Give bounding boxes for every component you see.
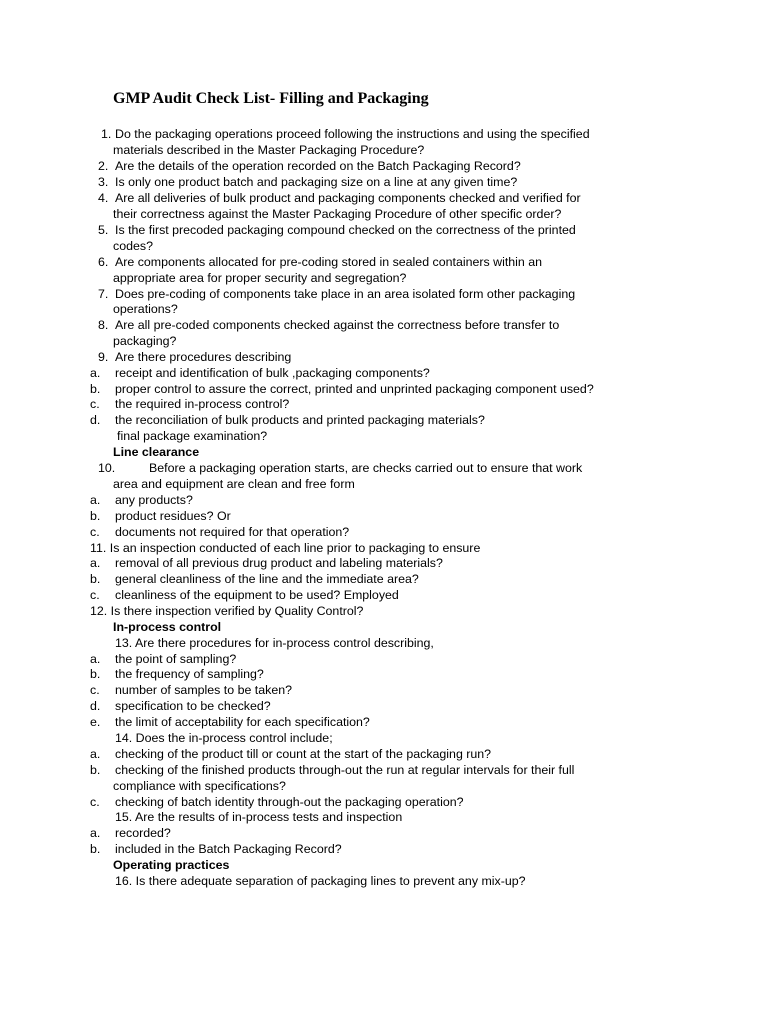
checklist-line: checking of the finished products through-out the run at regular intervals for their full (115, 763, 575, 777)
checklist-line: the required in-process control? (115, 397, 290, 411)
item-marker: 5. (98, 223, 109, 237)
checklist-line: compliance with specifications? (113, 779, 286, 793)
item-marker: 9. (98, 350, 109, 364)
checklist-line: checking of the product till or count at the start of the packaging run? (115, 747, 492, 761)
checklist-line: area and equipment are clean and free form (113, 477, 355, 491)
section-heading: Operating practices (113, 858, 230, 872)
checklist-line: 13. Are there procedures for in-process control describing, (115, 636, 434, 650)
checklist-line: Does pre-coding of components take place in an area isolated form other packaging (115, 287, 576, 301)
checklist-line: number of samples to be taken? (115, 683, 293, 697)
item-marker: c. (90, 525, 100, 539)
item-marker: 7. (98, 287, 109, 301)
checklist-line: Are all deliveries of bulk product and packaging components checked and verified for (115, 191, 581, 205)
item-marker: c. (90, 588, 100, 602)
item-marker: 6. (98, 255, 109, 269)
item-marker: 8. (98, 318, 109, 332)
checklist-line: materials described in the Master Packaging Procedure? (113, 143, 425, 157)
item-marker: b. (90, 763, 101, 777)
section-heading: In-process control (113, 620, 222, 634)
checklist-line: recorded? (115, 826, 171, 840)
item-marker: a. (90, 366, 101, 380)
checklist-line: receipt and identification of bulk ,packaging components? (115, 366, 430, 380)
checklist-line: Is only one product batch and packaging size on a line at any given time? (115, 175, 518, 189)
item-marker: 3. (98, 175, 109, 189)
item-marker: a. (90, 747, 101, 761)
checklist-line: product residues? Or (115, 509, 231, 523)
item-marker: b. (90, 842, 101, 856)
checklist-line: general cleanliness of the line and the immediate area? (115, 572, 419, 586)
item-marker: b. (90, 509, 101, 523)
checklist-line: 12. Is there inspection verified by Quality Control? (90, 604, 364, 618)
checklist-line: final package examination? (117, 429, 268, 443)
item-marker: 1. (101, 127, 112, 141)
checklist-line: packaging? (113, 334, 177, 348)
item-marker: c. (90, 795, 100, 809)
checklist-line: 15. Are the results of in-process tests and inspection (115, 810, 403, 824)
item-marker: c. (90, 397, 100, 411)
item-marker: b. (90, 382, 101, 396)
checklist-line: codes? (113, 239, 153, 253)
item-marker: a. (90, 556, 101, 570)
checklist-line: 11. Is an inspection conducted of each line prior to packaging to ensure (90, 541, 481, 555)
checklist-line: documents not required for that operation? (115, 525, 350, 539)
checklist-line: the point of sampling? (115, 652, 237, 666)
checklist-line: Are there procedures describing (115, 350, 292, 364)
checklist-line: the frequency of sampling? (115, 667, 264, 681)
checklist-line: cleanliness of the equipment to be used? Employed (115, 588, 399, 602)
checklist-line: checking of batch identity through-out the packaging operation? (115, 795, 464, 809)
checklist-line: their correctness against the Master Packaging Procedure of other specific order? (113, 207, 562, 221)
checklist-line: any products? (115, 493, 193, 507)
checklist-line: removal of all previous drug product and labeling materials? (115, 556, 443, 570)
item-marker: a. (90, 493, 101, 507)
checklist-line: 16. Is there adequate separation of packaging lines to prevent any mix-up? (115, 874, 526, 888)
section-heading: Line clearance (113, 445, 200, 459)
checklist-line: Do the packaging operations proceed following the instructions and using the specified (115, 127, 590, 141)
checklist-line: the limit of acceptability for each specification? (115, 715, 370, 729)
item-marker: a. (90, 826, 101, 840)
checklist-line: the reconciliation of bulk products and printed packaging materials? (115, 413, 485, 427)
checklist-line: Are the details of the operation recorded on the Batch Packaging Record? (115, 159, 521, 173)
item-marker: a. (90, 652, 101, 666)
item-marker: 2. (98, 159, 109, 173)
item-marker: 10. (98, 461, 116, 475)
checklist-line: included in the Batch Packaging Record? (115, 842, 342, 856)
checklist-line: 14. Does the in-process control include; (115, 731, 333, 745)
checklist-line: proper control to assure the correct, printed and unprinted packaging component used? (115, 382, 594, 396)
checklist-line: appropriate area for proper security and segregation? (113, 271, 407, 285)
item-marker: 4. (98, 191, 109, 205)
item-marker: d. (90, 699, 101, 713)
checklist-line: Before a packaging operation starts, are checks carried out to ensure that work (149, 461, 583, 475)
checklist-line: Are all pre-coded components checked against the correctness before transfer to (115, 318, 560, 332)
item-marker: d. (90, 413, 101, 427)
item-marker: b. (90, 572, 101, 586)
document-title: GMP Audit Check List- Filling and Packaging (113, 90, 429, 107)
item-marker: e. (90, 715, 101, 729)
checklist-line: specification to be checked? (115, 699, 271, 713)
item-marker: b. (90, 667, 101, 681)
checklist-line: operations? (113, 302, 178, 316)
checklist-line: Are components allocated for pre-coding stored in sealed containers within an (115, 255, 543, 269)
checklist-line: Is the first precoded packaging compound checked on the correctness of the printed (115, 223, 576, 237)
item-marker: c. (90, 683, 100, 697)
